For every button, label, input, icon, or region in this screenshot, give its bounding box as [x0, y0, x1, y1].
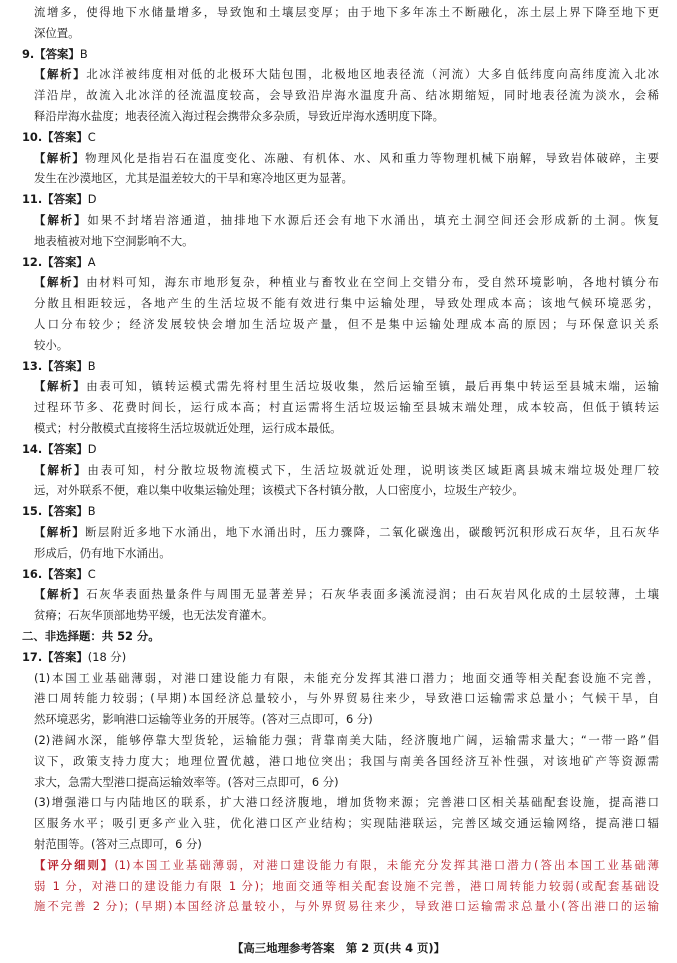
answer-label: 14.【答案】 — [22, 441, 88, 456]
answer-line-labeled — [34, 462, 659, 478]
answer-text: 议下，政策支持力度大；地理位置优越，港口地位突出；我国与南美各国经济互补性强，对该地矿产等资源需 — [34, 753, 659, 768]
answer-line — [34, 607, 659, 623]
answer-text: 形成后，仍有地下水涌出。 — [34, 545, 171, 560]
answer-label: 10.【答案】 — [22, 129, 88, 144]
answer-text: 流增多，使得地下水储量增多，导致饱和土壤层变厚；由于地下多年冻土不断融化，冻土层上界下降至地下更 — [34, 5, 659, 19]
answer-line-labeled — [34, 857, 659, 873]
answer-label: 12.【答案】 — [22, 254, 88, 269]
answer-text: 二、非选择题：共 52 分。 — [22, 629, 160, 643]
answer-text: D — [87, 441, 97, 456]
answer-line-labeled — [22, 566, 659, 582]
answer-text: 过程环节多、花费时间长，运行成本高；村直运需将生活垃圾运输至县城末端处理，成本较高，但低于镇转运 — [34, 400, 659, 415]
answer-text: 断层附近多地下水涌出，地下水涌出时，压力骤降，二氧化碳逸出，碳酸钙沉积形成石灰华，且石灰华 — [85, 525, 659, 539]
answer-text: 射范围等。(答对三点即可，6 分) — [34, 837, 202, 851]
answer-line — [34, 878, 659, 894]
answer-line — [34, 337, 659, 353]
answer-text: 释沿岸海水盐度；地表径流入海过程会携带众多杂质，导致近岸海水透明度下降。 — [34, 109, 445, 123]
answer-line-labeled — [34, 586, 659, 602]
answer-label: 【解析】 — [34, 525, 86, 539]
answer-text: 分散且相距较远，各地产生的生活垃圾不能有效进行集中运输处理，导致处理成本高；该地气候环境恶劣， — [34, 296, 659, 311]
answer-line-labeled — [34, 378, 659, 394]
answer-line — [34, 732, 659, 748]
answer-text: 由表可知，镇转运模式需先将村里生活垃圾收集，然后运输至镇，最后再集中转运至县城末端，运输 — [86, 379, 659, 394]
answer-line — [34, 482, 659, 498]
answer-text: (18 分) — [87, 649, 127, 664]
answer-label: 13.【答案】 — [22, 358, 88, 373]
answer-line — [34, 170, 659, 186]
answer-label: 9.【答案】 — [22, 46, 80, 61]
answer-line — [34, 774, 659, 790]
answer-label: 【解析】 — [34, 587, 87, 602]
answer-text: (2)港阔水深，能够停靠大型货轮，运输能力强；背靠南美大陆，经济腹地广阔，运输需求量大；“一带一路”倡 — [34, 733, 659, 747]
answer-text: 贫瘠；石灰华顶部地势平缓，也无法发育灌木。 — [34, 608, 274, 623]
answer-label: 【解析】 — [34, 275, 87, 290]
answer-text: A — [87, 254, 96, 269]
answer-text: B — [87, 358, 96, 373]
answer-text: B — [87, 504, 96, 519]
answer-text: 物理风化是指岩石在温度变化、冻融、有机体、水、风和重力等物理机械下崩解，导致岩体破碎，主要 — [85, 150, 659, 165]
answer-line — [34, 233, 659, 249]
answer-label: 【解析】 — [34, 67, 87, 82]
answer-line — [34, 399, 659, 415]
answer-line-labeled — [34, 274, 659, 290]
answer-text: 石灰华表面热量条件与周围无显著差异；石灰华表面多溪流浸润；由石灰岩风化成的土层较薄，土壤 — [86, 587, 659, 602]
answer-label: 【解析】 — [34, 150, 86, 165]
answer-text: 洋沿岸，故流入北冰洋的径流温度较高，会导致沿岸海水温度升高、结冰期缩短，同时地表径流为淡水，会稀 — [34, 88, 659, 103]
answer-text: 模式；村分散模式直接将生活垃圾就近处理，运行成本最低。 — [34, 421, 342, 435]
answer-text: 然环境恶劣，影响港口运输等业务的开展等。(答对三点即可，6 分) — [34, 712, 373, 727]
answer-line — [34, 711, 659, 727]
answer-text: 弱 1 分，对港口的建设能力有限 1 分)；地面交通等相关配套设施不完善，港口周转能力较弱(或配套基础设 — [34, 878, 659, 893]
answer-text: 发生在沙漠地区，尤其是温差较大的干旱和寒冷地区更为显著。 — [34, 171, 353, 186]
answer-line — [34, 295, 659, 311]
answer-text: 远，对外联系不便，难以集中收集运输处理；该模式下各村镇分散，人口密度小，垃圾生产较少。 — [34, 483, 524, 498]
answer-line — [34, 420, 659, 436]
answer-line — [34, 794, 659, 810]
answer-label: 17.【答案】 — [22, 649, 88, 664]
answer-line — [34, 670, 659, 686]
answer-line — [34, 836, 659, 852]
answer-line — [34, 316, 659, 332]
answer-line-labeled — [34, 66, 659, 82]
answer-line-labeled — [22, 46, 659, 62]
answer-text: 北冰洋被纬度相对低的北极环大陆包围，北极地区地表径流（河流）大多自低纬度向高纬度流入北冰 — [86, 67, 659, 82]
answer-line-labeled — [22, 129, 659, 145]
answer-label: 【解析】 — [34, 379, 87, 394]
answer-label: 【解析】 — [34, 462, 88, 477]
answer-text: B — [79, 46, 88, 61]
answer-text: (3)增强港口与内陆地区的联系，扩大港口经济腹地，增加货物来源；完善港口区相关基础配套设施，提高港口 — [34, 795, 659, 810]
answer-line — [34, 25, 659, 41]
answer-line-labeled — [34, 524, 659, 540]
answer-line — [34, 108, 659, 124]
answer-text: 深位置。 — [34, 25, 80, 40]
answer-line-labeled — [22, 358, 659, 374]
answer-text: 较小。 — [34, 337, 69, 352]
answer-line-labeled — [22, 649, 659, 665]
answer-text: D — [87, 192, 97, 207]
answer-line — [34, 87, 659, 103]
answer-text: 港口周转能力较弱；(早期)本国经济总量较小，与外界贸易往来少，导致港口运输需求总量小；气候干旱，自 — [34, 691, 659, 706]
answer-line-labeled — [22, 191, 659, 207]
answer-text: C — [87, 566, 96, 581]
page-footer: 【高三地理参考答案 第 2 页(共 4 页)】 — [232, 941, 445, 955]
answer-text: (1)本国工业基础薄弱，对港口建设能力有限，未能充分发挥其港口潜力(答出本国工业基础薄 — [114, 857, 659, 872]
answer-line-labeled — [34, 150, 659, 166]
answer-text: 人口分布较少；经济发展较快会增加生活垃圾产量，但不是集中运输处理成本高的原因；与环保意识关系 — [34, 317, 659, 331]
answer-text: 由表可知，村分散垃圾物流模式下，生活垃圾就近处理，说明该类区域距离县城末端垃圾处理厂较 — [87, 462, 659, 477]
answer-line-labeled — [22, 503, 659, 519]
answer-line-labeled — [22, 441, 659, 457]
answer-line — [34, 815, 659, 831]
answer-label: 【解析】 — [34, 213, 88, 227]
answer-line-labeled — [34, 212, 659, 228]
answer-line-labeled — [22, 254, 659, 270]
answer-text: 施不完善 2 分)；(早期)本国经济总量较小，与外界贸易往来少，导致港口运输需求总量小(答出港口的运输 — [34, 899, 659, 914]
answer-line — [34, 753, 659, 769]
answer-text: 区服务水平；吸引更多产业入驻，优化港口区产业结构；实现陆港联运，完善区域交通运输网络，提高港口辐 — [34, 816, 659, 831]
answer-label: 11.【答案】 — [22, 192, 88, 207]
answer-line — [34, 690, 659, 706]
answer-line — [34, 898, 659, 914]
answer-text: 求大，急需大型港口提高运输效率等。(答对三点即可，6 分) — [34, 774, 339, 789]
answer-text: 如果不封堵岩溶通道，抽排地下水源后还会有地下水涌出，填充土洞空间还会形成新的土洞。恢复 — [87, 213, 659, 227]
answer-label: 15.【答案】 — [22, 504, 88, 519]
answer-label: 16.【答案】 — [22, 566, 88, 581]
answer-label: 【评分细则】 — [34, 857, 115, 872]
answer-line — [22, 628, 659, 644]
answer-text: C — [87, 129, 96, 144]
answer-line — [34, 545, 659, 561]
answer-line — [34, 4, 659, 20]
answer-text: (1)本国工业基础薄弱，对港口建设能力有限，未能充分发挥其港口潜力；地面交通等相关配套设施不完善， — [34, 670, 659, 685]
answer-text: 由材料可知，海东市地形复杂，种植业与畜牧业在空间上交错分布，受自然环境影响，各地村镇分布 — [86, 275, 659, 290]
answer-text: 地表植被对地下空洞影响不大。 — [34, 233, 194, 248]
